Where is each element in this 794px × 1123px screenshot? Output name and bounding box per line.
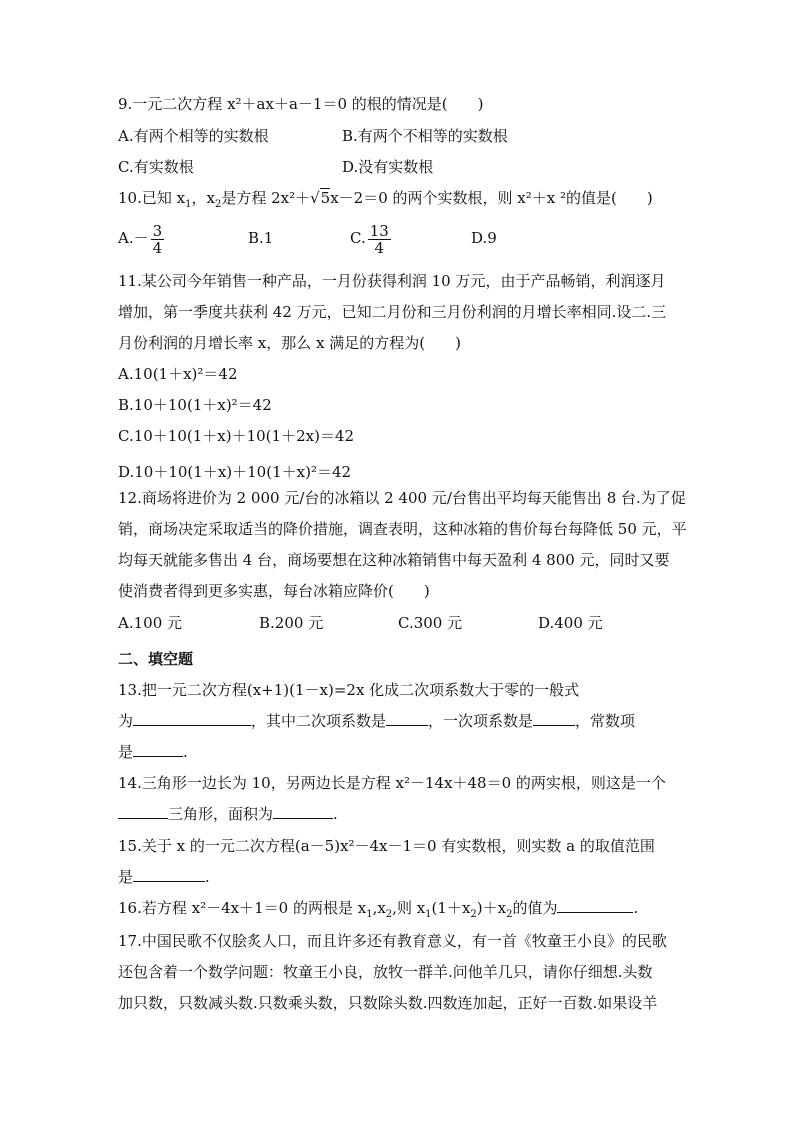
q11-option-a: A.10(1＋x)²＝42 [118,365,238,383]
q11-line-2: 增加，第一季度共获利 42 万元，已知二月份和三月份利润的月增长率相同.设二.三 [118,303,667,321]
q9-option-d: D.没有实数根 [342,158,434,176]
q16-text: ,则 x [392,899,426,917]
q16-text: 16.若方程 x²－4x＋1＝0 的两根是 x [118,899,367,917]
q13-text: ，常数项 [575,712,636,730]
q10-stem-text: 10.已知 x [118,189,186,207]
q10-option-d: D.9 [471,229,497,247]
q12-line-1: 12.商场将进价为 2 000 元/台的冰箱以 2 400 元/台售出平均每天能售出 8 台.为了促 [118,489,686,507]
q12-line-4: 使消费者得到更多实惠，每台冰箱应降价( ) [118,582,430,600]
q13-text: 为 [118,712,134,730]
fraction-denominator: 4 [152,238,163,257]
q9-stem: 9.一元二次方程 x²＋ax＋a－1＝0 的根的情况是( ) [118,95,484,113]
answer-blank [133,867,205,882]
q10-option-b: B.1 [248,229,274,247]
fraction [368,223,391,256]
q13-line-2 [118,711,635,731]
q13-text: ，其中二次项系数是 [251,712,387,730]
sqrt-sign: √ [310,189,320,207]
q16-text: )＋x [476,899,507,917]
q10-stem [118,188,653,215]
fraction [151,223,165,256]
q16-text: . [633,899,639,917]
q16-subscript: 2 [385,909,393,920]
section-title: 二、填空题 [118,650,194,668]
answer-blank [133,711,251,726]
q14-line-1: 14.三角形一边长为 10，另两边长是方程 x²－14x＋48＝0 的两实根，则这是一个 [118,774,666,792]
q17-line-3: 加只数，只数减头数.只数乘头数，只数除头数.四数连加起，正好一百数.如果设羊 [118,994,658,1012]
q10-stem-text: 是方程 2x²＋ [221,189,311,207]
q13-line-1: 13.把一元二次方程(x+1)(1－x)=2x 化成二次项系数大于零的一般式 [118,681,580,699]
q10-stem-text: ，x [191,189,215,207]
q16-subscript: 1 [366,909,373,920]
answer-blank [133,742,183,757]
fraction-denominator: 4 [374,238,385,257]
answer-blank [533,711,575,726]
q12-option-a: A.100 元 [118,614,182,632]
q12-option-b: B.200 元 [259,614,324,632]
q16-line [118,898,638,925]
fraction-numerator: 13 [369,221,389,240]
q13-text: . [183,743,188,761]
q14-text: 三角形，面积为 [168,805,274,823]
q16-subscript: 1 [425,909,432,920]
q12-option-d: D.400 元 [538,614,603,632]
q10-option-a-prefix: A.－ [118,229,149,247]
q10-stem-text: x－2＝0 的两个实数根，则 x²＋x ²的值是( ) [330,189,653,207]
q12-line-3: 均每天就能多售出 4 台，商场要想在这种冰箱销售中每天盈利 4 800 元，同时又要 [118,551,670,569]
q10-option-c-prefix: C. [350,229,366,247]
q12-option-c: C.300 元 [398,614,463,632]
q11-line-3: 月份利润的月增长率 x，那么 x 满足的方程为( ) [118,334,461,352]
q12-line-2: 销，商场决定采取适当的降价措施，调查表明，这种冰箱的售价每台每降低 50 元，平 [118,520,687,538]
q16-text: ,x [372,899,386,917]
answer-blank [386,711,428,726]
answer-blank [118,804,168,819]
q15-text: . [205,868,210,886]
q10-subscript: 2 [214,199,222,210]
q15-line-2 [118,867,210,887]
q11-option-c: C.10＋10(1＋x)＋10(1＋2x)＝42 [118,427,355,445]
q16-text: (1＋x [431,899,471,917]
q16-subscript: 2 [470,909,477,920]
q16-text: 的值为 [512,899,558,917]
q13-line-3 [118,742,188,762]
q11-line-1: 11.某公司今年销售一种产品，一月份获得利润 10 万元，由于产品畅销，利润逐月 [118,272,666,290]
q13-text: 是 [118,743,134,761]
q10-option-c [350,220,393,256]
q10-option-a [118,220,166,256]
q14-text: . [333,805,338,823]
q16-subscript: 2 [506,909,513,920]
fraction-numerator: 3 [152,221,163,240]
sqrt-radicand: 5 [320,189,331,207]
q11-option-d: D.10＋10(1＋x)＋10(1＋x)²＝42 [118,463,352,481]
q17-line-2: 还包含着一个数学问题：牧童王小良，放牧一群羊.问他羊几只，请你仔细想.头数 [118,963,653,981]
q15-line-1: 15.关于 x 的一元二次方程(a－5)x²－4x－1＝0 有实数根，则实数 a 的取值范围 [118,837,655,855]
answer-blank [557,898,633,913]
q11-option-b: B.10＋10(1＋x)²＝42 [118,396,272,414]
q9-option-c: C.有实数根 [118,158,194,176]
q14-line-2 [118,804,338,824]
q17-line-1: 17.中国民歌不仅脍炙人口，而且许多还有教育意义，有一首《牧童王小良》的民歌 [118,932,667,950]
q15-text: 是 [118,868,134,886]
answer-blank [273,804,333,819]
q9-option-b: B.有两个不相等的实数根 [342,127,508,145]
q10-subscript: 1 [185,199,192,210]
q9-option-a: A.有两个相等的实数根 [118,127,269,145]
q13-text: ，一次项系数是 [428,712,534,730]
